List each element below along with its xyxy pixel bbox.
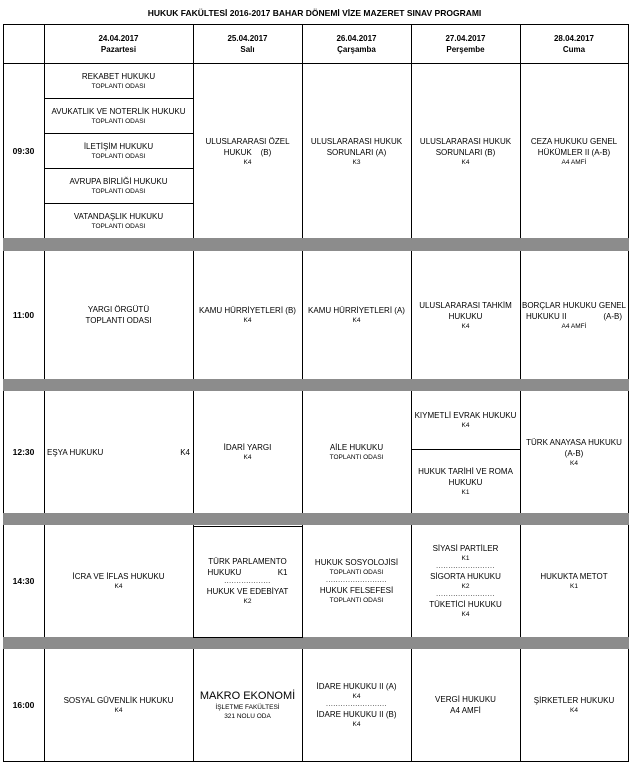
- course-text: VERGİ HUKUKU: [435, 695, 496, 704]
- course-text: ULUSLARARASI HUKUK: [310, 136, 403, 146]
- course-text: ŞİRKETLER HUKUKU: [533, 696, 615, 705]
- room-text: K1: [277, 568, 288, 577]
- course-text: EŞYA HUKUKU: [47, 447, 104, 457]
- course-text: İCRA VE İFLAS HUKUKU: [72, 572, 165, 581]
- grid-line: [3, 761, 629, 762]
- day-header-wednesday: [302, 25, 411, 63]
- room-text: İŞLETME FAKÜLTESİ: [215, 704, 280, 711]
- room-text: TOPLANTI ODASI: [91, 118, 146, 125]
- exam-entry: [520, 251, 628, 379]
- exam-entry: [520, 64, 628, 238]
- room-text: K2: [243, 598, 252, 605]
- course-text: 26.04.2017: [336, 34, 377, 43]
- course-text: HUKUK (B): [223, 147, 272, 157]
- exam-entry: [411, 64, 520, 238]
- course-text: HUKUK SOSYOLOJİSİ: [314, 558, 399, 567]
- course-text: HUKUK VE EDEBİYAT: [206, 587, 289, 596]
- course-text: 27.04.2017: [445, 34, 486, 43]
- exam-entry: [302, 525, 411, 637]
- course-text: KAMU HÜRRİYETLERİ (B): [199, 306, 296, 315]
- room-text: A4 AMFİ: [561, 322, 587, 330]
- room-text: K4: [114, 707, 123, 714]
- course-text: HUKUKU: [207, 568, 242, 577]
- room-text: K4: [243, 317, 252, 324]
- course-text: İDARE HUKUKU II (B): [316, 710, 397, 719]
- course-text: HUKUK FELSEFESİ: [319, 586, 394, 595]
- course-text: [526, 311, 622, 322]
- room-text: K1: [461, 555, 470, 562]
- time-label: 14:30: [12, 575, 35, 586]
- exam-entry: [411, 450, 520, 513]
- room-text: TOPLANTI ODASI: [91, 188, 146, 195]
- room-text: K4: [570, 707, 578, 714]
- course-text: İDARE HUKUKU II (A): [316, 682, 397, 691]
- room-text: K4: [352, 693, 361, 700]
- course-text: YARGI ÖRGÜTÜ: [87, 305, 150, 314]
- course-text: [208, 567, 288, 578]
- course-text: VATANDAŞLIK HUKUKU: [73, 212, 164, 221]
- room-text: TOPLANTI ODASI: [329, 597, 384, 604]
- room-text: K4: [461, 158, 470, 166]
- course-text: (A-B): [564, 448, 584, 458]
- exam-entry: [520, 391, 628, 513]
- exam-entry: [193, 251, 302, 379]
- course-text: KIYMETLİ EVRAK HUKUKU: [414, 411, 517, 420]
- room-text: K2: [461, 583, 470, 590]
- course-text: Salı: [240, 45, 255, 54]
- course-text: Pazartesi: [100, 45, 137, 54]
- dotted-separator: .........................: [325, 701, 388, 708]
- exam-entry: [44, 525, 193, 637]
- course-text: REKABET HUKUKU: [81, 72, 156, 81]
- course-text: TOPLANTI ODASI: [85, 316, 152, 325]
- course-text: KAMU HÜRRİYETLERİ (A): [308, 306, 405, 315]
- room-text: K4: [461, 322, 470, 330]
- course-text: A4 AMFİ: [450, 706, 481, 715]
- course-text: ULUSLARARASI HUKUK: [419, 136, 512, 146]
- day-header-thursday: [411, 25, 520, 63]
- room-text: K4: [352, 317, 361, 324]
- course-text: MAKRO EKONOMİ: [199, 690, 296, 702]
- course-text: ULUSLARARASI ÖZEL: [205, 136, 290, 146]
- course-text: 24.04.2017: [98, 34, 139, 43]
- course-text: SORUNLARI (A): [326, 147, 387, 157]
- dotted-separator: ........................: [436, 563, 495, 570]
- exam-entry: [193, 391, 302, 513]
- course-text: SORUNLARI (B): [435, 147, 496, 157]
- course-text: ULUSLARARASI TAHKİM: [419, 300, 512, 310]
- page-title: HUKUK FAKÜLTESİ 2016-2017 BAHAR DÖNEMİ VİZE MAZERET SINAV PROGRAMI: [147, 8, 482, 18]
- dotted-separator: ...................: [224, 578, 271, 585]
- time-label: 09:30: [12, 145, 35, 156]
- course-text: SİYASİ PARTİLER: [432, 544, 499, 553]
- exam-entry: [302, 391, 411, 513]
- exam-entry: [520, 649, 628, 761]
- separator-band: [3, 637, 629, 649]
- exam-entry: [193, 649, 302, 761]
- separator-band: [3, 513, 629, 525]
- room-text: TOPLANTI ODASI: [91, 153, 146, 160]
- course-text: TÜKETİCİ HUKUKU: [429, 600, 502, 609]
- course-text: Cuma: [562, 45, 586, 54]
- exam-entry: [44, 204, 193, 238]
- exam-entry: [411, 649, 520, 761]
- room-text: K1: [570, 583, 578, 590]
- exam-entry: [411, 251, 520, 379]
- room-text: K4: [114, 583, 123, 590]
- course-text: BORÇLAR HUKUKU GENEL: [521, 300, 627, 310]
- room-text: TOPLANTI ODASI: [91, 83, 146, 90]
- course-text: HÜKÜMLER II (A-B): [537, 147, 611, 157]
- room-text: K4: [243, 158, 252, 166]
- room-text: TOPLANTI ODASI: [91, 223, 146, 230]
- room-text: K1: [461, 489, 470, 496]
- exam-entry: [411, 391, 520, 449]
- exam-entry: [44, 391, 193, 513]
- exam-entry: [302, 649, 411, 761]
- course-text: Perşembe: [446, 45, 485, 54]
- course-text: AVUKATLIK VE NOTERLİK HUKUKU: [51, 107, 186, 116]
- course-text: CEZA HUKUKU GENEL: [530, 136, 618, 146]
- exam-entry: [193, 64, 302, 238]
- room-text: K3: [352, 158, 361, 166]
- course-text: HUKUKTA METOT: [540, 572, 608, 581]
- course-text: 25.04.2017: [227, 34, 268, 43]
- time-label: 12:30: [12, 446, 35, 457]
- separator-band: [3, 379, 629, 391]
- day-header-friday: [520, 25, 628, 63]
- exam-entry: [44, 251, 193, 379]
- exam-entry: [44, 64, 193, 98]
- course-text: SİGORTA HUKUKU: [430, 572, 501, 581]
- course-text: İLETİŞİM HUKUKU: [83, 142, 154, 151]
- day-header-tuesday: [193, 25, 302, 63]
- course-text: TÜRK ANAYASA HUKUKU: [526, 437, 622, 447]
- room-text: 321 NOLU ODA: [224, 713, 271, 720]
- exam-entry: [44, 99, 193, 133]
- room-text: K4: [461, 611, 470, 618]
- course-text: TÜRK PARLAMENTO: [208, 557, 287, 566]
- course-text: HUKUKU: [448, 478, 483, 487]
- course-text: HUKUKU: [448, 311, 483, 321]
- course-text: SOSYAL GÜVENLİK HUKUKU: [63, 696, 174, 705]
- room-text: A4 AMFİ: [561, 158, 587, 166]
- exam-entry: [193, 525, 302, 637]
- exam-entry: [302, 251, 411, 379]
- exam-entry: [302, 64, 411, 238]
- exam-entry: [44, 649, 193, 761]
- exam-entry: [520, 525, 628, 637]
- room-text: K4: [461, 422, 470, 429]
- course-text: AİLE HUKUKU: [329, 443, 384, 452]
- exam-entry: [44, 134, 193, 168]
- course-text: 28.04.2017: [553, 34, 595, 43]
- dotted-separator: ........................: [436, 591, 495, 598]
- course-section: (A-B): [603, 311, 622, 321]
- room-text: K4: [180, 447, 190, 457]
- room-text: K4: [570, 459, 578, 467]
- room-text: K4: [352, 721, 361, 728]
- room-text: K4: [243, 454, 252, 461]
- course-text: HUKUK TARİHİ VE ROMA: [418, 467, 513, 476]
- exam-entry: [44, 169, 193, 203]
- time-label: 11:00: [12, 309, 35, 320]
- course-text: HUKUKU II: [526, 311, 567, 321]
- dotted-separator: .........................: [325, 577, 388, 584]
- course-text: [47, 447, 190, 458]
- room-text: TOPLANTI ODASI: [329, 454, 384, 461]
- room-text: TOPLANTI ODASI: [329, 569, 384, 576]
- course-text: Çarşamba: [337, 45, 376, 54]
- course-text: İDARİ YARGI: [223, 443, 272, 452]
- separator-band: [3, 238, 629, 251]
- course-text: AVRUPA BİRLİĞİ HUKUKU: [69, 177, 168, 186]
- exam-entry: [411, 525, 520, 637]
- day-header-monday: [44, 25, 193, 63]
- time-label: 16:00: [12, 699, 35, 710]
